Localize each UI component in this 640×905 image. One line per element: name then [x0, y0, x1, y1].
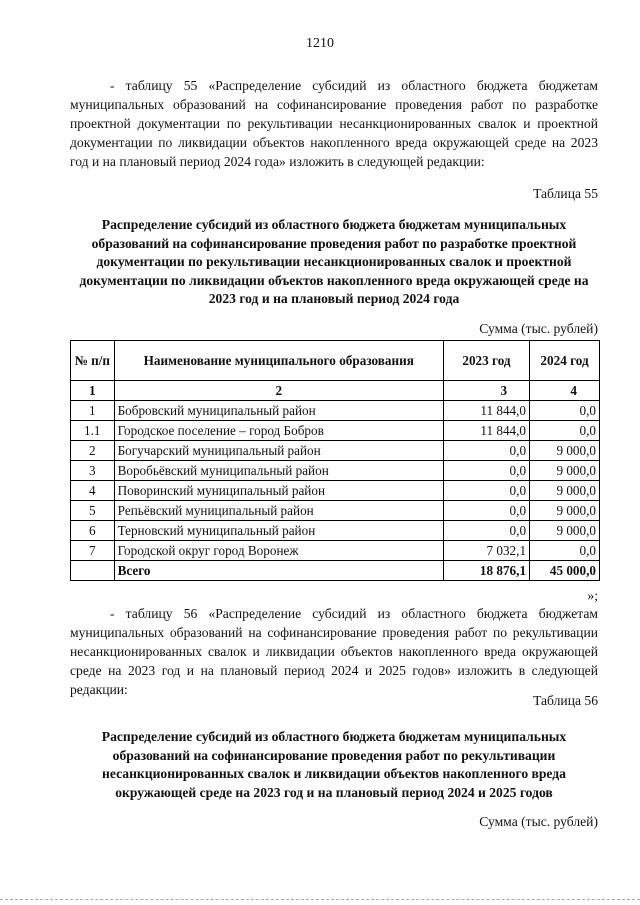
- row-name: Богучарский муниципальный район: [114, 441, 443, 461]
- table-row: [71, 481, 600, 501]
- row-name: Городское поселение – город Бобров: [114, 421, 443, 441]
- row-2024-value: 0,0: [530, 421, 600, 441]
- row-2023-value: 0,0: [443, 481, 529, 501]
- table-row: [71, 501, 600, 521]
- row-2024-value: 9 000,0: [530, 501, 600, 521]
- table-56-title: Распределение субсидий из областного бюджета бюджетам муниципальных образований на софинансирование проведения работ по рекультивации несанкционированных свалок и ликвидации объектов накопленного вреда окружающей среде на 2023 год и на плановый период 2024 и 2025 годов: [101, 729, 567, 800]
- table-55-title: Распределение субсидий из областного бюджета бюджетам муниципальных образований на софинансирование проведения работ по разработке проектной документации по рекультивации несанкционированных свалок и проектной документации по ликвидации объектов накопленного вреда окружающей среде на 2023 год и на плановый период 2024 года: [79, 217, 589, 306]
- header-name: Наименование муниципального образования: [114, 341, 443, 381]
- row-2023-value: 0,0: [443, 461, 529, 481]
- table-row: [71, 401, 600, 421]
- row-2024-value: 9 000,0: [530, 481, 600, 501]
- total-label: Всего: [114, 561, 443, 581]
- table-56-label: Таблица 56: [533, 693, 598, 708]
- row-2023-value: 11 844,0: [443, 421, 529, 441]
- row-number: 5: [71, 501, 115, 521]
- row-name: Бобровский муниципальный район: [114, 401, 443, 421]
- total-2023-value: 18 876,1: [443, 561, 529, 581]
- total-number: [71, 561, 115, 581]
- page-number: 1210: [306, 36, 334, 51]
- index-cell: 2: [114, 381, 443, 401]
- row-number: 6: [71, 521, 115, 541]
- row-number: 3: [71, 461, 115, 481]
- row-name: Поворинский муниципальный район: [114, 481, 443, 501]
- table-row: [71, 461, 600, 481]
- page-edge-divider: [0, 899, 640, 900]
- table-row: [71, 421, 600, 441]
- row-name: Терновский муниципальный район: [114, 521, 443, 541]
- row-2023-value: 0,0: [443, 501, 529, 521]
- row-2024-value: 9 000,0: [530, 521, 600, 541]
- column-index-row: [71, 381, 600, 401]
- row-name: Рeпьёвский муниципальный район: [114, 501, 443, 521]
- row-2023-value: 0,0: [443, 521, 529, 541]
- row-name: Воробьёвский муниципальный район: [114, 461, 443, 481]
- table-row: [71, 521, 600, 541]
- table-header-row: [71, 341, 600, 381]
- row-2023-value: 0,0: [443, 441, 529, 461]
- row-number: 2: [71, 441, 115, 461]
- row-number: 7: [71, 541, 115, 561]
- row-2023-value: 11 844,0: [443, 401, 529, 421]
- total-2024-value: 45 000,0: [530, 561, 600, 581]
- index-cell: 1: [71, 381, 115, 401]
- closing-quote: »;: [587, 588, 598, 603]
- total-row: [71, 561, 600, 581]
- row-2024-value: 0,0: [530, 541, 600, 561]
- index-cell: 3: [443, 381, 529, 401]
- table-row: [71, 541, 600, 561]
- paragraph-table-55-intro: - таблицу 55 «Распределение субсидий из областного бюджета бюджетам муниципальных образований на софинансирование проведения работ по разработке проектной документации по рекультивации несанкционированных свалок и проектной документации по ликвидации объектов накопленного вреда окружающей среде на 2023 год и на плановый период 2024 года» изложить в следующей редакции:: [70, 78, 598, 169]
- table-55-label: Таблица 55: [533, 186, 598, 201]
- index-cell: 4: [530, 381, 600, 401]
- header-2024: 2024 год: [530, 341, 600, 381]
- row-2024-value: 9 000,0: [530, 461, 600, 481]
- sum-unit-label: Сумма (тыс. рублей): [479, 321, 598, 336]
- table-row: [71, 441, 600, 461]
- sum-unit-label-2: Сумма (тыс. рублей): [479, 814, 598, 829]
- row-2024-value: 0,0: [530, 401, 600, 421]
- header-2023: 2023 год: [443, 341, 529, 381]
- row-2023-value: 7 032,1: [443, 541, 529, 561]
- row-name: Городской округ город Воронеж: [114, 541, 443, 561]
- row-number: 1: [71, 401, 115, 421]
- subsidy-table-55: [70, 340, 600, 581]
- header-number: № п/п: [71, 341, 115, 381]
- row-number: 4: [71, 481, 115, 501]
- paragraph-table-56-intro: - таблицу 56 «Распределение субсидий из областного бюджета бюджетам муниципальных образований на софинансирование проведения работ по рекультивации несанкционированных свалок и ликвидации объектов накопленного вреда окружающей среде на 2023 год и на плановый период 2024 и 2025 годов» изложить в следующей редакции:: [70, 606, 598, 697]
- row-number: 1.1: [71, 421, 115, 441]
- row-2024-value: 9 000,0: [530, 441, 600, 461]
